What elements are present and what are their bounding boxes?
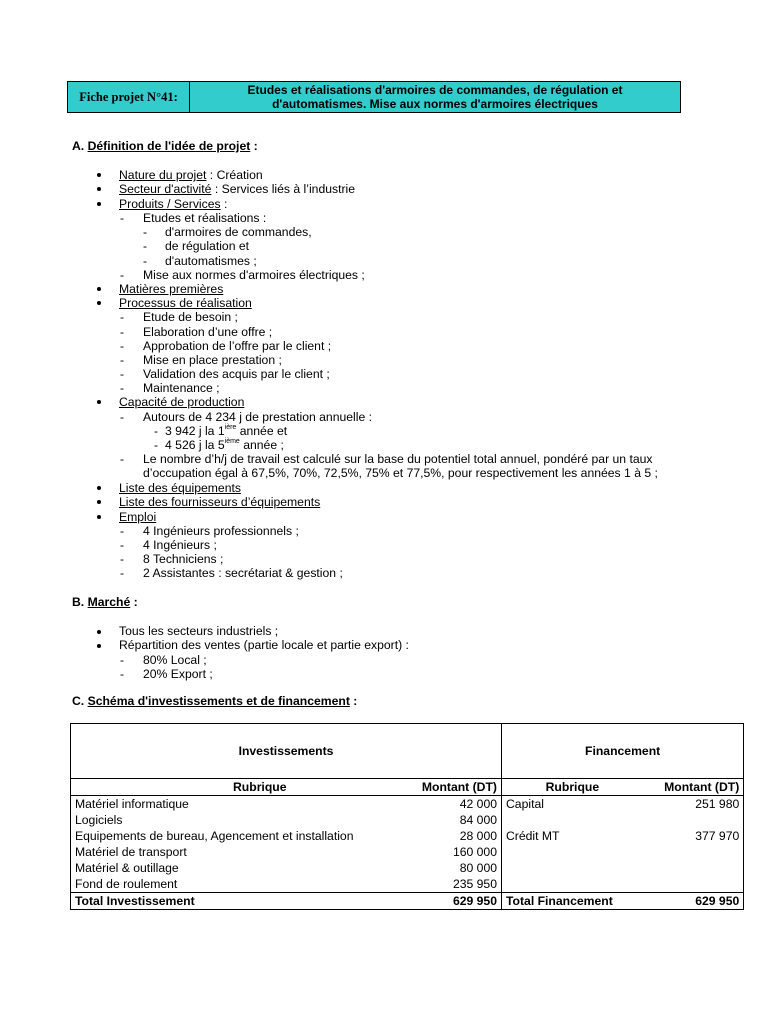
list-item: d'automatismes ;	[165, 254, 257, 268]
dash: -	[143, 254, 148, 268]
bullet	[97, 630, 101, 634]
dash: -	[120, 211, 125, 225]
fiche-label: Fiche projet N°41:	[68, 82, 190, 112]
dash: -	[120, 310, 125, 324]
bullet	[97, 287, 101, 291]
table-row	[71, 796, 744, 813]
list-item: 80% Local ;	[143, 653, 207, 667]
nature-projet: Nature du projet : Création	[119, 168, 263, 182]
list-item: 3 942 j la $1^{ière}$ année et	[165, 424, 288, 438]
dash: -	[120, 538, 125, 552]
fin-rubrique: Capital	[506, 796, 544, 811]
produits-services: Produits / Services :	[119, 197, 228, 211]
dash: -	[154, 438, 159, 452]
dash: -	[120, 566, 125, 580]
table-row	[71, 844, 744, 860]
investments-header: Investissements	[71, 724, 502, 779]
dash: -	[120, 410, 125, 424]
section-a-heading: A. Définition de l'idée de projet :	[72, 139, 258, 153]
total-investissement-amount: 629 950	[403, 893, 502, 910]
dash: -	[143, 239, 148, 253]
fin-montant	[617, 876, 744, 893]
list-item: Etudes et réalisations :	[143, 211, 267, 225]
bullet	[97, 400, 101, 404]
bullet	[97, 515, 101, 519]
section-b-heading: B. Marché :	[72, 595, 138, 609]
secteur-activite: Secteur d'activité : Services liés à l’industrie	[119, 182, 356, 196]
list-item: Tous les secteurs industriels ;	[119, 624, 279, 638]
financing-header: Financement	[502, 724, 744, 779]
inv-rubrique: Fond de roulement	[71, 876, 403, 893]
section-c-heading: C. Schéma d'investissements et de financement :	[72, 694, 358, 708]
dash: -	[120, 524, 125, 538]
inv-montant: 235 950	[403, 876, 502, 893]
liste-fournisseurs: Liste des fournisseurs d’équipements	[119, 495, 321, 509]
list-item: d'armoires de commandes,	[165, 225, 312, 239]
inv-montant: 80 000	[403, 860, 502, 876]
dash: -	[120, 452, 125, 466]
rubrique-header: Rubrique	[71, 779, 403, 796]
emploi: Emploi	[119, 510, 157, 524]
inv-montant: 160 000	[403, 844, 502, 860]
list-item-continuation: d’occupation égal à 67,5%, 70%, 72,5%, 75% et 77,5%, pour respectivement les années 1 à 5 ;	[143, 466, 658, 480]
fin-montant	[617, 844, 744, 860]
montant-header: Montant (DT)	[403, 779, 502, 796]
investment-financing-table	[70, 723, 744, 910]
total-financement-amount: 629 950	[617, 893, 744, 910]
bullet	[97, 187, 101, 191]
project-title: Etudes et réalisations d'armoires de commandes, de régulation et d'automatismes. Mise aux normes d'armoires électriques	[190, 82, 680, 112]
fin-rubrique: Crédit MT	[506, 828, 560, 843]
project-header	[67, 81, 681, 113]
list-item: Approbation de l’offre par le client ;	[143, 339, 332, 353]
list-item: Mise en place prestation ;	[143, 353, 282, 367]
fin-rubrique	[502, 876, 617, 893]
list-item: Validation des acquis par le client ;	[143, 367, 330, 381]
montant-header: Montant (DT)	[617, 779, 744, 796]
list-item: 20% Export ;	[143, 667, 213, 681]
fin-montant	[617, 812, 744, 828]
list-item: Répartition des ventes (partie locale et partie export) :	[119, 638, 409, 652]
bullet	[97, 202, 101, 206]
dash: -	[120, 339, 125, 353]
dash: -	[120, 667, 125, 681]
inv-montant: 42 000	[403, 796, 502, 813]
bullet	[97, 486, 101, 490]
dash: -	[120, 552, 125, 566]
table-row	[71, 860, 744, 876]
inv-rubrique: Matériel & outillage	[71, 860, 403, 876]
inv-rubrique: Logiciels	[71, 812, 403, 828]
list-item: 8 Techniciens ;	[143, 552, 224, 566]
table-row	[71, 812, 744, 828]
rubrique-header: Rubrique	[502, 779, 617, 796]
dash: -	[143, 225, 148, 239]
matieres-premieres: Matières premières	[119, 282, 224, 296]
inv-rubrique: Equipements de bureau, Agencement et installation	[71, 828, 403, 844]
bullet	[97, 644, 101, 648]
bullet	[97, 301, 101, 305]
total-investissement-label: Total Investissement	[71, 893, 403, 910]
list-item: Elaboration d’une offre ;	[143, 325, 273, 339]
inv-montant: 84 000	[403, 812, 502, 828]
fin-rubrique	[502, 844, 617, 860]
fin-montant: 377 970	[617, 828, 744, 844]
fin-montant: 251 980	[617, 796, 744, 813]
dash: -	[120, 653, 125, 667]
fin-rubrique	[502, 812, 617, 828]
list-item: 4 526 j la 5ième année ;	[165, 438, 284, 452]
list-item: Etude de besoin ;	[143, 310, 238, 324]
bullet	[97, 173, 101, 177]
dash: -	[120, 268, 125, 282]
table-row	[71, 876, 744, 893]
dash: -	[120, 381, 125, 395]
liste-equipements: Liste des équipements	[119, 481, 241, 495]
inv-montant: 28 000	[403, 828, 502, 844]
list-item: Mise aux normes d'armoires électriques ;	[143, 268, 365, 282]
list-item: Autours de 4 234 j de prestation annuelle :	[143, 410, 373, 424]
list-item: 4 Ingénieurs ;	[143, 538, 217, 552]
table-row	[71, 828, 744, 844]
total-row	[71, 893, 744, 910]
list-item: Maintenance ;	[143, 381, 220, 395]
list-item: 2 Assistantes : secrétariat & gestion ;	[143, 566, 343, 580]
fin-rubrique	[502, 860, 617, 876]
bullet	[97, 500, 101, 504]
inv-rubrique: Matériel de transport	[71, 844, 403, 860]
fin-montant	[617, 860, 744, 876]
list-item: Le nombre d’h/j de travail est calculé sur la base du potentiel total annuel, pondéré par un taux	[143, 452, 653, 466]
dash: -	[120, 325, 125, 339]
dash: -	[154, 424, 159, 438]
dash: -	[120, 367, 125, 381]
dash: -	[120, 353, 125, 367]
list-item: 4 Ingénieurs professionnels ;	[143, 524, 299, 538]
capacite-production: Capacité de production	[119, 395, 245, 409]
list-item: de régulation et	[165, 239, 250, 253]
total-financement-label: Total Financement	[502, 893, 617, 910]
inv-rubrique: Matériel informatique	[71, 796, 403, 813]
processus-realisation: Processus de réalisation	[119, 296, 252, 310]
